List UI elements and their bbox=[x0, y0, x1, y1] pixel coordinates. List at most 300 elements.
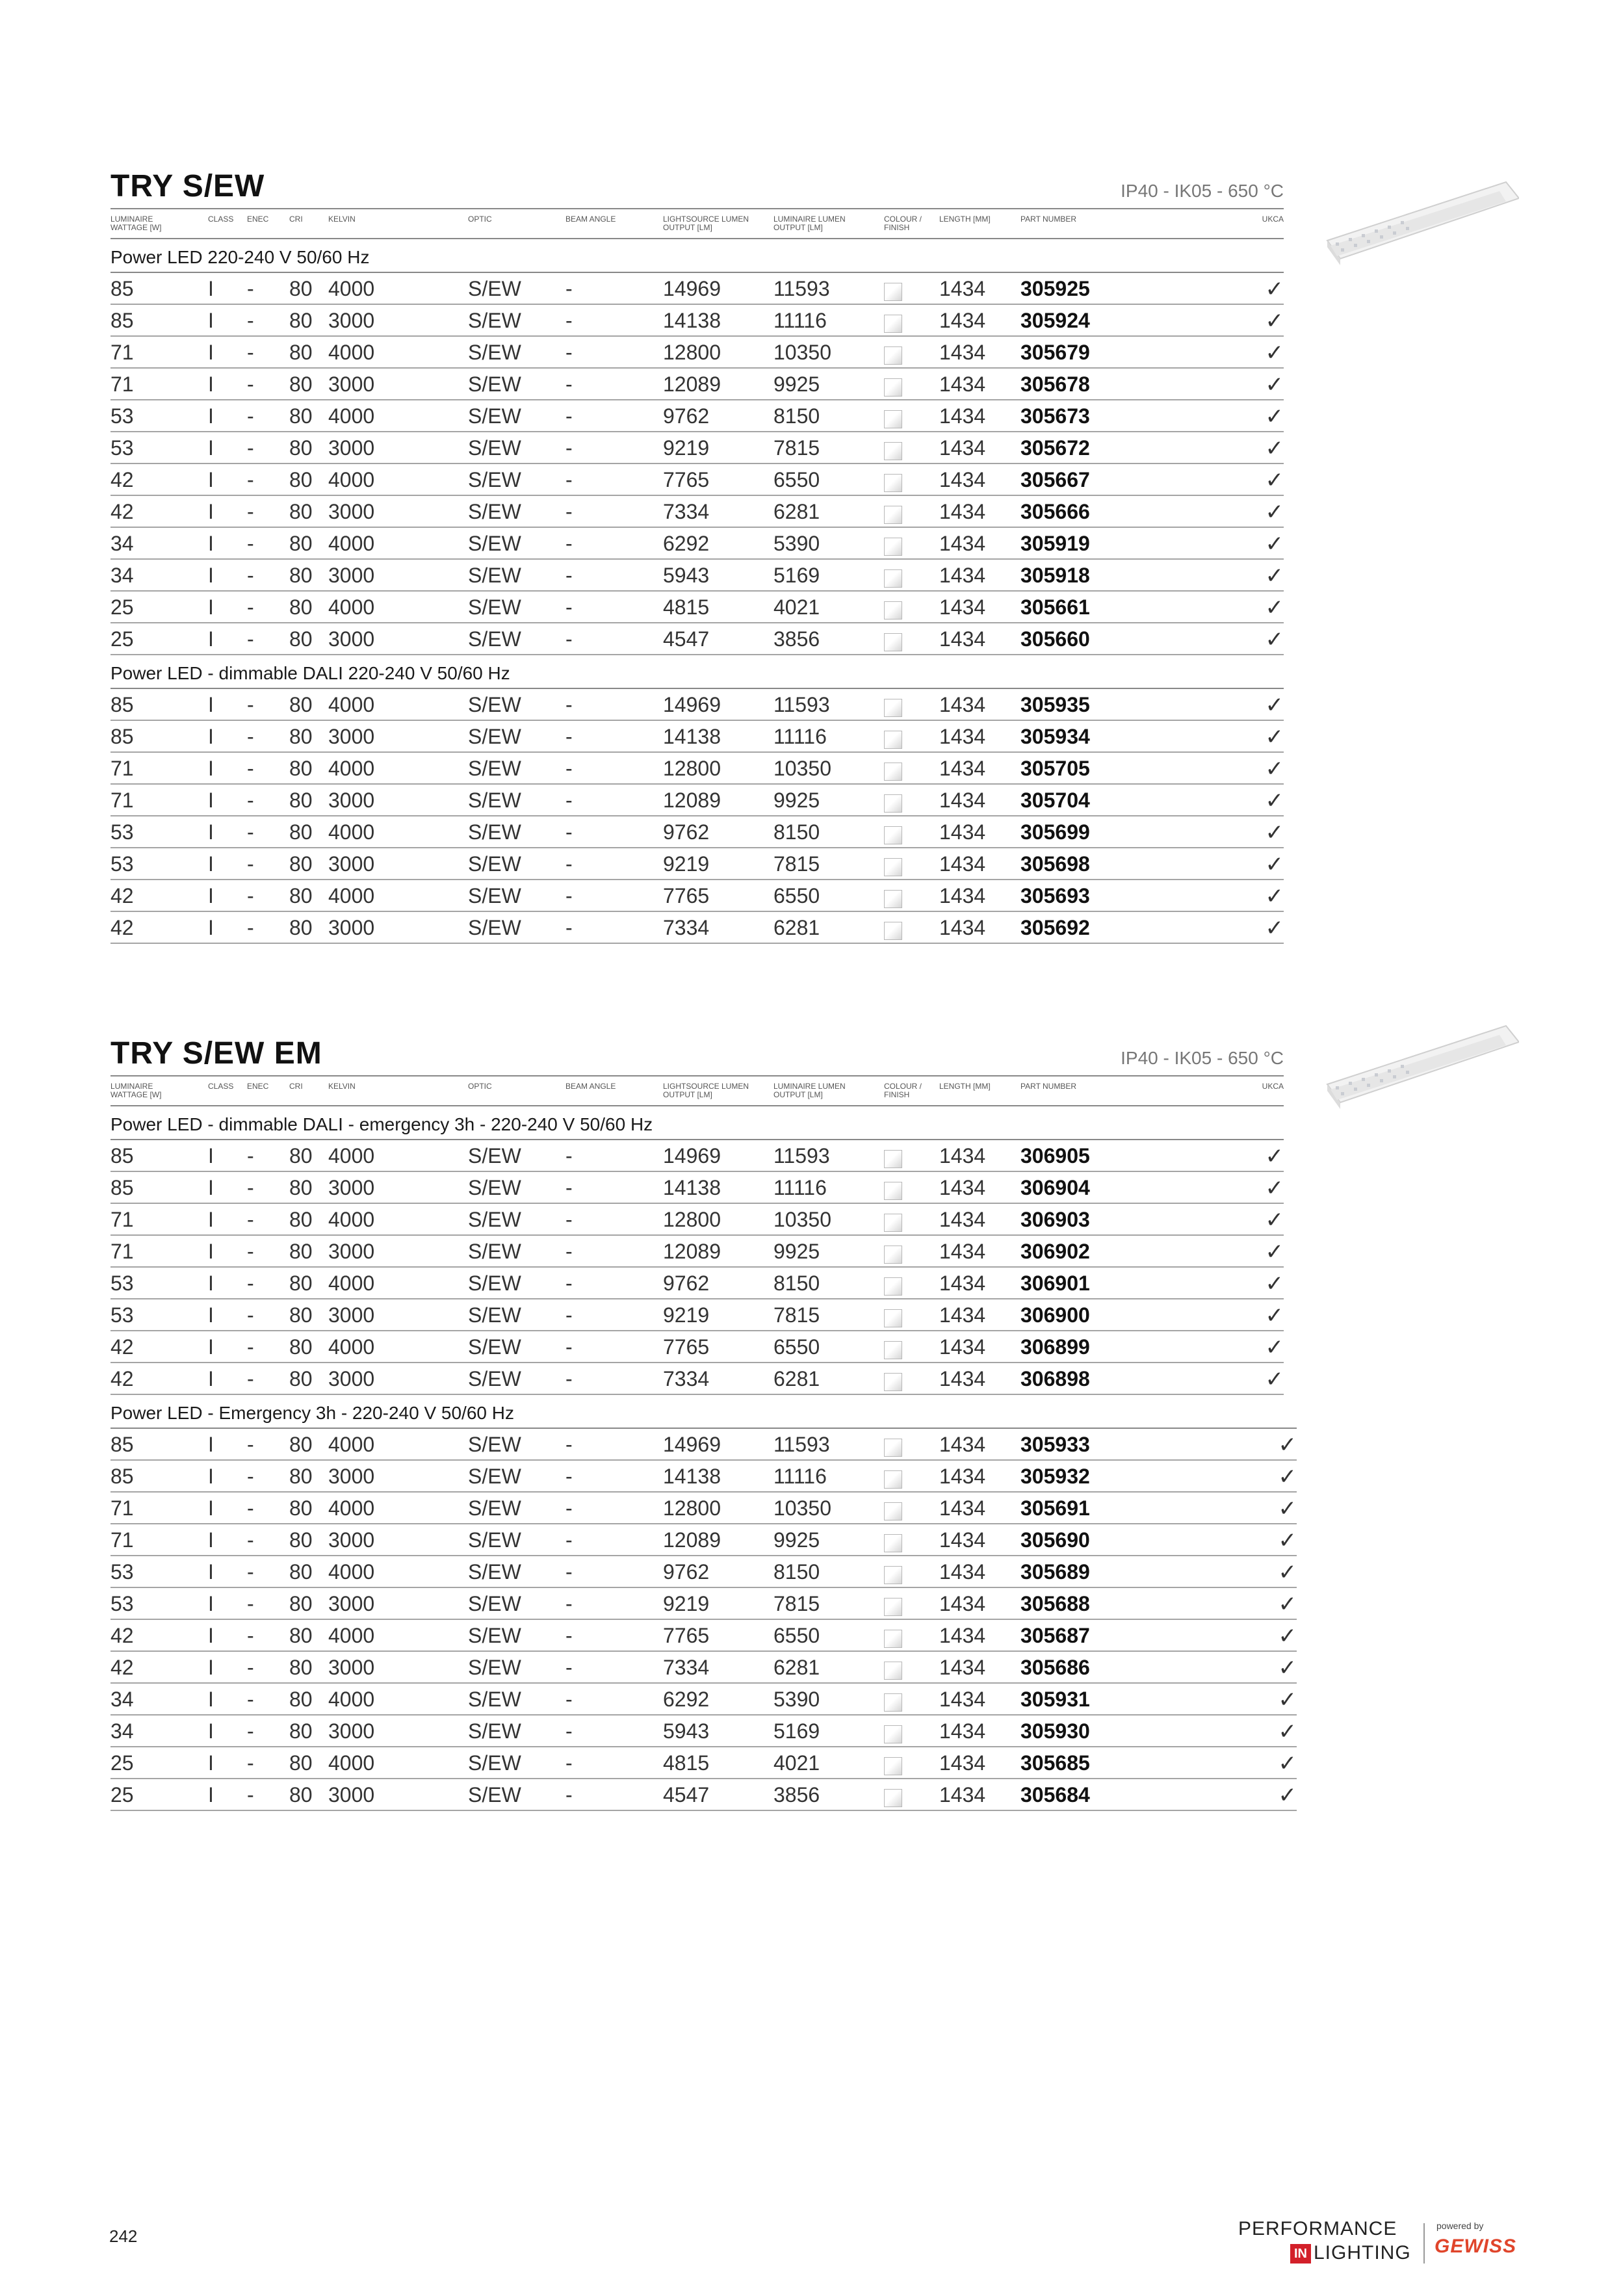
cell-ukca-check: ✓ bbox=[1265, 1335, 1284, 1360]
cell-cri: 80 bbox=[289, 404, 313, 428]
cell-class: I bbox=[208, 789, 214, 812]
cell-lightsource-lumen: 9762 bbox=[663, 404, 710, 428]
brand-logo bbox=[1238, 2218, 1531, 2270]
cell-luminaire-lumen: 9925 bbox=[773, 1528, 820, 1552]
cell-ukca-check: ✓ bbox=[1278, 1528, 1297, 1553]
cell-wattage: 85 bbox=[110, 693, 134, 716]
cell-wattage: 53 bbox=[110, 852, 134, 876]
cell-luminaire-lumen: 11116 bbox=[773, 725, 827, 748]
cell-luminaire-lumen: 8150 bbox=[773, 820, 820, 844]
colour-finish-swatch bbox=[884, 283, 902, 301]
cell-length: 1434 bbox=[939, 757, 986, 780]
cell-kelvin: 3000 bbox=[328, 1719, 375, 1743]
cell-ukca-check: ✓ bbox=[1265, 757, 1284, 781]
cell-lightsource-lumen: 14969 bbox=[663, 277, 721, 300]
cell-cri: 80 bbox=[289, 1303, 313, 1327]
cell-beam-angle: - bbox=[565, 564, 573, 587]
cell-part-number: 305931 bbox=[1020, 1688, 1090, 1711]
cell-optic: S/EW bbox=[468, 564, 521, 587]
cell-class: I bbox=[208, 884, 214, 907]
table-row bbox=[110, 337, 1284, 369]
cell-optic: S/EW bbox=[468, 1751, 521, 1775]
cell-ukca-check: ✓ bbox=[1265, 1272, 1284, 1296]
cell-ukca-check: ✓ bbox=[1278, 1783, 1297, 1808]
cell-optic: S/EW bbox=[468, 1303, 521, 1327]
cell-length: 1434 bbox=[939, 1783, 986, 1807]
colour-finish-swatch bbox=[884, 1150, 902, 1168]
cell-optic: S/EW bbox=[468, 436, 521, 460]
cell-length: 1434 bbox=[939, 1751, 986, 1775]
cell-length: 1434 bbox=[939, 1335, 986, 1359]
cell-optic: S/EW bbox=[468, 468, 521, 491]
cell-part-number: 305933 bbox=[1020, 1433, 1090, 1456]
cell-length: 1434 bbox=[939, 1240, 986, 1263]
cell-enec: - bbox=[247, 595, 254, 619]
cell-kelvin: 4000 bbox=[328, 1751, 375, 1775]
cell-enec: - bbox=[247, 500, 254, 523]
cell-luminaire-lumen: 11593 bbox=[773, 693, 830, 716]
cell-luminaire-lumen: 5390 bbox=[773, 532, 820, 555]
cell-beam-angle: - bbox=[565, 1560, 573, 1584]
cell-optic: S/EW bbox=[468, 1240, 521, 1263]
cell-lightsource-lumen: 14969 bbox=[663, 693, 721, 716]
colour-finish-swatch bbox=[884, 633, 902, 651]
cell-beam-angle: - bbox=[565, 1240, 573, 1263]
cell-class: I bbox=[208, 1240, 214, 1263]
cell-part-number: 306902 bbox=[1020, 1240, 1090, 1263]
cell-optic: S/EW bbox=[468, 916, 521, 939]
cell-kelvin: 4000 bbox=[328, 1433, 375, 1456]
cell-luminaire-lumen: 6550 bbox=[773, 884, 820, 907]
cell-wattage: 53 bbox=[110, 820, 134, 844]
colour-finish-swatch bbox=[884, 378, 902, 397]
page-number: 242 bbox=[109, 2226, 138, 2246]
cell-cri: 80 bbox=[289, 725, 313, 748]
cell-lightsource-lumen: 7334 bbox=[663, 1367, 710, 1390]
column-header-beam: BEAM ANGLE bbox=[565, 215, 616, 224]
cell-part-number: 306905 bbox=[1020, 1144, 1090, 1168]
cell-optic: S/EW bbox=[468, 341, 521, 364]
cell-length: 1434 bbox=[939, 404, 986, 428]
colour-finish-swatch bbox=[884, 538, 902, 556]
cell-enec: - bbox=[247, 916, 254, 939]
cell-cri: 80 bbox=[289, 1592, 313, 1615]
column-header-lightsource bbox=[663, 1082, 749, 1099]
table-row bbox=[110, 1140, 1284, 1172]
column-header-cri: CRI bbox=[289, 1082, 303, 1091]
cell-optic: S/EW bbox=[468, 1688, 521, 1711]
cell-kelvin: 3000 bbox=[328, 500, 375, 523]
column-header-wattage bbox=[110, 215, 161, 232]
cell-kelvin: 3000 bbox=[328, 852, 375, 876]
cell-class: I bbox=[208, 1719, 214, 1743]
cell-luminaire-lumen: 4021 bbox=[773, 1751, 820, 1775]
cell-part-number: 305693 bbox=[1020, 884, 1090, 907]
cell-kelvin: 3000 bbox=[328, 1303, 375, 1327]
cell-wattage: 53 bbox=[110, 1592, 134, 1615]
cell-length: 1434 bbox=[939, 725, 986, 748]
column-header-line: LUMINAIRE LUMEN bbox=[773, 215, 846, 224]
table-row bbox=[110, 1172, 1284, 1204]
cell-enec: - bbox=[247, 341, 254, 364]
cell-ukca-check: ✓ bbox=[1265, 1208, 1284, 1233]
cell-luminaire-lumen: 10350 bbox=[773, 1496, 831, 1520]
group-title-text: Power LED - dimmable DALI 220-240 V 50/60 Hz bbox=[110, 663, 510, 683]
cell-cri: 80 bbox=[289, 500, 313, 523]
cell-wattage: 25 bbox=[110, 1783, 134, 1807]
column-header-wattage bbox=[110, 1082, 161, 1099]
cell-beam-angle: - bbox=[565, 436, 573, 460]
colour-finish-swatch bbox=[884, 1470, 902, 1489]
cell-optic: S/EW bbox=[468, 1208, 521, 1231]
cell-class: I bbox=[208, 1592, 214, 1615]
cell-length: 1434 bbox=[939, 564, 986, 587]
column-header-line: WATTAGE [W] bbox=[110, 1090, 162, 1099]
colour-finish-swatch bbox=[884, 1598, 902, 1616]
cell-length: 1434 bbox=[939, 820, 986, 844]
cell-part-number: 305679 bbox=[1020, 341, 1090, 364]
cell-enec: - bbox=[247, 852, 254, 876]
colour-finish-swatch bbox=[884, 315, 902, 333]
cell-kelvin: 4000 bbox=[328, 341, 375, 364]
cell-enec: - bbox=[247, 1176, 254, 1199]
cell-kelvin: 4000 bbox=[328, 595, 375, 619]
colour-finish-swatch bbox=[884, 410, 902, 428]
table-row bbox=[110, 1620, 1297, 1652]
cell-length: 1434 bbox=[939, 1528, 986, 1552]
cell-optic: S/EW bbox=[468, 404, 521, 428]
cell-kelvin: 3000 bbox=[328, 725, 375, 748]
cell-optic: S/EW bbox=[468, 1656, 521, 1679]
cell-lightsource-lumen: 14138 bbox=[663, 1465, 721, 1488]
colour-finish-swatch bbox=[884, 1566, 902, 1584]
cell-kelvin: 3000 bbox=[328, 1656, 375, 1679]
cell-ukca-check: ✓ bbox=[1278, 1688, 1297, 1712]
cell-cri: 80 bbox=[289, 1560, 313, 1584]
cell-enec: - bbox=[247, 1433, 254, 1456]
column-header-line: OUTPUT [LM] bbox=[663, 223, 712, 232]
table-row bbox=[110, 369, 1284, 400]
cell-class: I bbox=[208, 693, 214, 716]
section-rating: IP40 - IK05 - 650 °C bbox=[1121, 181, 1284, 201]
cell-part-number: 306899 bbox=[1020, 1335, 1090, 1359]
cell-class: I bbox=[208, 1335, 214, 1359]
cell-part-number: 305686 bbox=[1020, 1656, 1090, 1679]
cell-beam-angle: - bbox=[565, 1783, 573, 1807]
cell-length: 1434 bbox=[939, 1719, 986, 1743]
group-title bbox=[110, 1395, 1297, 1429]
cell-cri: 80 bbox=[289, 532, 313, 555]
cell-luminaire-lumen: 7815 bbox=[773, 852, 820, 876]
cell-optic: S/EW bbox=[468, 500, 521, 523]
cell-kelvin: 4000 bbox=[328, 1144, 375, 1168]
cell-lightsource-lumen: 12800 bbox=[663, 1208, 721, 1231]
table-row bbox=[110, 1652, 1297, 1684]
cell-ukca-check: ✓ bbox=[1278, 1751, 1297, 1776]
cell-part-number: 305667 bbox=[1020, 468, 1090, 491]
cell-length: 1434 bbox=[939, 1560, 986, 1584]
cell-length: 1434 bbox=[939, 1624, 986, 1647]
colour-finish-swatch bbox=[884, 1789, 902, 1807]
cell-optic: S/EW bbox=[468, 309, 521, 332]
cell-ukca-check: ✓ bbox=[1265, 436, 1284, 461]
column-header-kelvin: KELVIN bbox=[328, 215, 356, 224]
cell-enec: - bbox=[247, 1560, 254, 1584]
cell-lightsource-lumen: 12089 bbox=[663, 372, 721, 396]
cell-wattage: 34 bbox=[110, 564, 134, 587]
colour-finish-swatch bbox=[884, 1373, 902, 1391]
cell-luminaire-lumen: 11116 bbox=[773, 1176, 827, 1199]
table-row bbox=[110, 689, 1284, 721]
cell-length: 1434 bbox=[939, 852, 986, 876]
cell-optic: S/EW bbox=[468, 1528, 521, 1552]
cell-ukca-check: ✓ bbox=[1278, 1465, 1297, 1489]
cell-part-number: 305698 bbox=[1020, 852, 1090, 876]
cell-part-number: 306900 bbox=[1020, 1303, 1090, 1327]
cell-luminaire-lumen: 7815 bbox=[773, 1592, 820, 1615]
cell-wattage: 42 bbox=[110, 1367, 134, 1390]
cell-enec: - bbox=[247, 277, 254, 300]
cell-wattage: 71 bbox=[110, 341, 134, 364]
colour-finish-swatch bbox=[884, 1725, 902, 1743]
cell-class: I bbox=[208, 1688, 214, 1711]
cell-length: 1434 bbox=[939, 1367, 986, 1390]
cell-cri: 80 bbox=[289, 1465, 313, 1488]
cell-wattage: 85 bbox=[110, 725, 134, 748]
cell-lightsource-lumen: 12800 bbox=[663, 757, 721, 780]
cell-beam-angle: - bbox=[565, 627, 573, 651]
section-title: TRY S/EW EM bbox=[110, 1036, 322, 1071]
cell-enec: - bbox=[247, 1783, 254, 1807]
cell-optic: S/EW bbox=[468, 1465, 521, 1488]
cell-cri: 80 bbox=[289, 341, 313, 364]
cell-cri: 80 bbox=[289, 1751, 313, 1775]
cell-class: I bbox=[208, 1176, 214, 1199]
cell-part-number: 305688 bbox=[1020, 1592, 1090, 1615]
group-container bbox=[110, 1395, 1297, 1811]
cell-enec: - bbox=[247, 757, 254, 780]
cell-lightsource-lumen: 7765 bbox=[663, 468, 710, 491]
cell-wattage: 53 bbox=[110, 1560, 134, 1584]
colour-finish-swatch bbox=[884, 346, 902, 365]
cell-optic: S/EW bbox=[468, 1144, 521, 1168]
cell-optic: S/EW bbox=[468, 1176, 521, 1199]
table-row bbox=[110, 1461, 1297, 1493]
brand-performance: PERFORMANCE bbox=[1238, 2218, 1397, 2239]
cell-part-number: 305672 bbox=[1020, 436, 1090, 460]
cell-luminaire-lumen: 8150 bbox=[773, 1272, 820, 1295]
cell-part-number: 305925 bbox=[1020, 277, 1090, 300]
cell-luminaire-lumen: 3856 bbox=[773, 627, 820, 651]
cell-class: I bbox=[208, 468, 214, 491]
cell-beam-angle: - bbox=[565, 1303, 573, 1327]
brand-powered-by: powered by bbox=[1436, 2221, 1484, 2231]
cell-enec: - bbox=[247, 627, 254, 651]
column-header-luminaire bbox=[773, 1082, 846, 1099]
cell-beam-angle: - bbox=[565, 789, 573, 812]
cell-lightsource-lumen: 7765 bbox=[663, 1335, 710, 1359]
table-row bbox=[110, 848, 1284, 880]
column-header-part: PART NUMBER bbox=[1020, 1082, 1077, 1091]
cell-wattage: 71 bbox=[110, 372, 134, 396]
cell-length: 1434 bbox=[939, 1465, 986, 1488]
cell-optic: S/EW bbox=[468, 820, 521, 844]
cell-kelvin: 4000 bbox=[328, 277, 375, 300]
cell-optic: S/EW bbox=[468, 693, 521, 716]
cell-luminaire-lumen: 8150 bbox=[773, 404, 820, 428]
cell-luminaire-lumen: 5390 bbox=[773, 1688, 820, 1711]
cell-luminaire-lumen: 5169 bbox=[773, 564, 820, 587]
table-row bbox=[110, 273, 1284, 305]
group-title-text: Power LED 220-240 V 50/60 Hz bbox=[110, 247, 370, 267]
table-row bbox=[110, 721, 1284, 753]
cell-optic: S/EW bbox=[468, 1783, 521, 1807]
cell-kelvin: 3000 bbox=[328, 1592, 375, 1615]
cell-enec: - bbox=[247, 468, 254, 491]
cell-wattage: 25 bbox=[110, 627, 134, 651]
cell-cri: 80 bbox=[289, 627, 313, 651]
cell-ukca-check: ✓ bbox=[1278, 1656, 1297, 1680]
column-header-enec: ENEC bbox=[247, 215, 269, 224]
cell-beam-angle: - bbox=[565, 916, 573, 939]
cell-kelvin: 4000 bbox=[328, 532, 375, 555]
section-header bbox=[110, 168, 1284, 209]
cell-cri: 80 bbox=[289, 1433, 313, 1456]
colour-finish-swatch bbox=[884, 794, 902, 813]
cell-part-number: 305691 bbox=[1020, 1496, 1090, 1520]
cell-luminaire-lumen: 7815 bbox=[773, 436, 820, 460]
cell-cri: 80 bbox=[289, 1719, 313, 1743]
cell-beam-angle: - bbox=[565, 1465, 573, 1488]
cell-wattage: 71 bbox=[110, 789, 134, 812]
cell-beam-angle: - bbox=[565, 500, 573, 523]
column-header-line: COLOUR / bbox=[884, 215, 922, 224]
cell-wattage: 42 bbox=[110, 500, 134, 523]
cell-enec: - bbox=[247, 309, 254, 332]
cell-enec: - bbox=[247, 436, 254, 460]
cell-optic: S/EW bbox=[468, 1592, 521, 1615]
column-header-enec: ENEC bbox=[247, 1082, 269, 1091]
brand-divider bbox=[1423, 2223, 1425, 2263]
cell-part-number: 305690 bbox=[1020, 1528, 1090, 1552]
colour-finish-swatch bbox=[884, 1439, 902, 1457]
table-row bbox=[110, 753, 1284, 785]
cell-beam-angle: - bbox=[565, 1335, 573, 1359]
colour-finish-swatch bbox=[884, 699, 902, 717]
cell-cri: 80 bbox=[289, 884, 313, 907]
cell-length: 1434 bbox=[939, 1433, 986, 1456]
table-row bbox=[110, 1747, 1297, 1779]
cell-length: 1434 bbox=[939, 1303, 986, 1327]
cell-length: 1434 bbox=[939, 532, 986, 555]
cell-class: I bbox=[208, 500, 214, 523]
cell-part-number: 305689 bbox=[1020, 1560, 1090, 1584]
cell-lightsource-lumen: 7334 bbox=[663, 1656, 710, 1679]
cell-class: I bbox=[208, 436, 214, 460]
cell-part-number: 305934 bbox=[1020, 725, 1090, 748]
cell-cri: 80 bbox=[289, 564, 313, 587]
colour-finish-swatch bbox=[884, 1309, 902, 1327]
cell-beam-angle: - bbox=[565, 1656, 573, 1679]
column-header-line: LUMINAIRE bbox=[110, 215, 153, 224]
colour-finish-swatch bbox=[884, 1630, 902, 1648]
cell-ukca-check: ✓ bbox=[1265, 372, 1284, 397]
cell-beam-angle: - bbox=[565, 1528, 573, 1552]
cell-lightsource-lumen: 9219 bbox=[663, 436, 710, 460]
cell-optic: S/EW bbox=[468, 789, 521, 812]
cell-luminaire-lumen: 11116 bbox=[773, 309, 827, 332]
cell-beam-angle: - bbox=[565, 884, 573, 907]
cell-beam-angle: - bbox=[565, 725, 573, 748]
cell-enec: - bbox=[247, 1208, 254, 1231]
cell-enec: - bbox=[247, 1240, 254, 1263]
luminaire-illustration bbox=[1324, 1019, 1519, 1117]
cell-kelvin: 4000 bbox=[328, 884, 375, 907]
cell-class: I bbox=[208, 1496, 214, 1520]
cell-enec: - bbox=[247, 820, 254, 844]
cell-enec: - bbox=[247, 789, 254, 812]
cell-kelvin: 4000 bbox=[328, 1560, 375, 1584]
cell-part-number: 306903 bbox=[1020, 1208, 1090, 1231]
table-row bbox=[110, 1331, 1284, 1363]
cell-enec: - bbox=[247, 884, 254, 907]
table-row bbox=[110, 623, 1284, 655]
cell-luminaire-lumen: 10350 bbox=[773, 341, 831, 364]
colour-finish-swatch bbox=[884, 763, 902, 781]
group-title bbox=[110, 1106, 1284, 1140]
cell-optic: S/EW bbox=[468, 725, 521, 748]
cell-part-number: 305930 bbox=[1020, 1719, 1090, 1743]
cell-lightsource-lumen: 4815 bbox=[663, 1751, 710, 1775]
cell-luminaire-lumen: 8150 bbox=[773, 1560, 820, 1584]
cell-class: I bbox=[208, 916, 214, 939]
column-header-line: OUTPUT [LM] bbox=[773, 1090, 823, 1099]
cell-class: I bbox=[208, 852, 214, 876]
cell-optic: S/EW bbox=[468, 595, 521, 619]
column-header-row bbox=[110, 209, 1284, 239]
cell-enec: - bbox=[247, 1335, 254, 1359]
cell-length: 1434 bbox=[939, 627, 986, 651]
cell-wattage: 85 bbox=[110, 277, 134, 300]
cell-wattage: 71 bbox=[110, 1496, 134, 1520]
cell-luminaire-lumen: 4021 bbox=[773, 595, 820, 619]
cell-part-number: 305673 bbox=[1020, 404, 1090, 428]
cell-kelvin: 4000 bbox=[328, 693, 375, 716]
cell-wattage: 71 bbox=[110, 1208, 134, 1231]
cell-luminaire-lumen: 11593 bbox=[773, 1144, 830, 1168]
cell-beam-angle: - bbox=[565, 1496, 573, 1520]
cell-optic: S/EW bbox=[468, 1335, 521, 1359]
colour-finish-swatch bbox=[884, 569, 902, 588]
cell-class: I bbox=[208, 820, 214, 844]
cell-wattage: 53 bbox=[110, 404, 134, 428]
cell-class: I bbox=[208, 1433, 214, 1456]
cell-kelvin: 3000 bbox=[328, 372, 375, 396]
colour-finish-swatch bbox=[884, 506, 902, 524]
cell-lightsource-lumen: 9219 bbox=[663, 1592, 710, 1615]
cell-class: I bbox=[208, 1208, 214, 1231]
cell-beam-angle: - bbox=[565, 693, 573, 716]
cell-cri: 80 bbox=[289, 820, 313, 844]
cell-enec: - bbox=[247, 1592, 254, 1615]
cell-wattage: 53 bbox=[110, 1303, 134, 1327]
table-row bbox=[110, 1524, 1297, 1556]
column-header-row bbox=[110, 1076, 1284, 1106]
column-header-ukca: UKCA bbox=[1262, 1082, 1284, 1091]
cell-length: 1434 bbox=[939, 1144, 986, 1168]
colour-finish-swatch bbox=[884, 1246, 902, 1264]
column-header-optic: OPTIC bbox=[468, 215, 492, 224]
